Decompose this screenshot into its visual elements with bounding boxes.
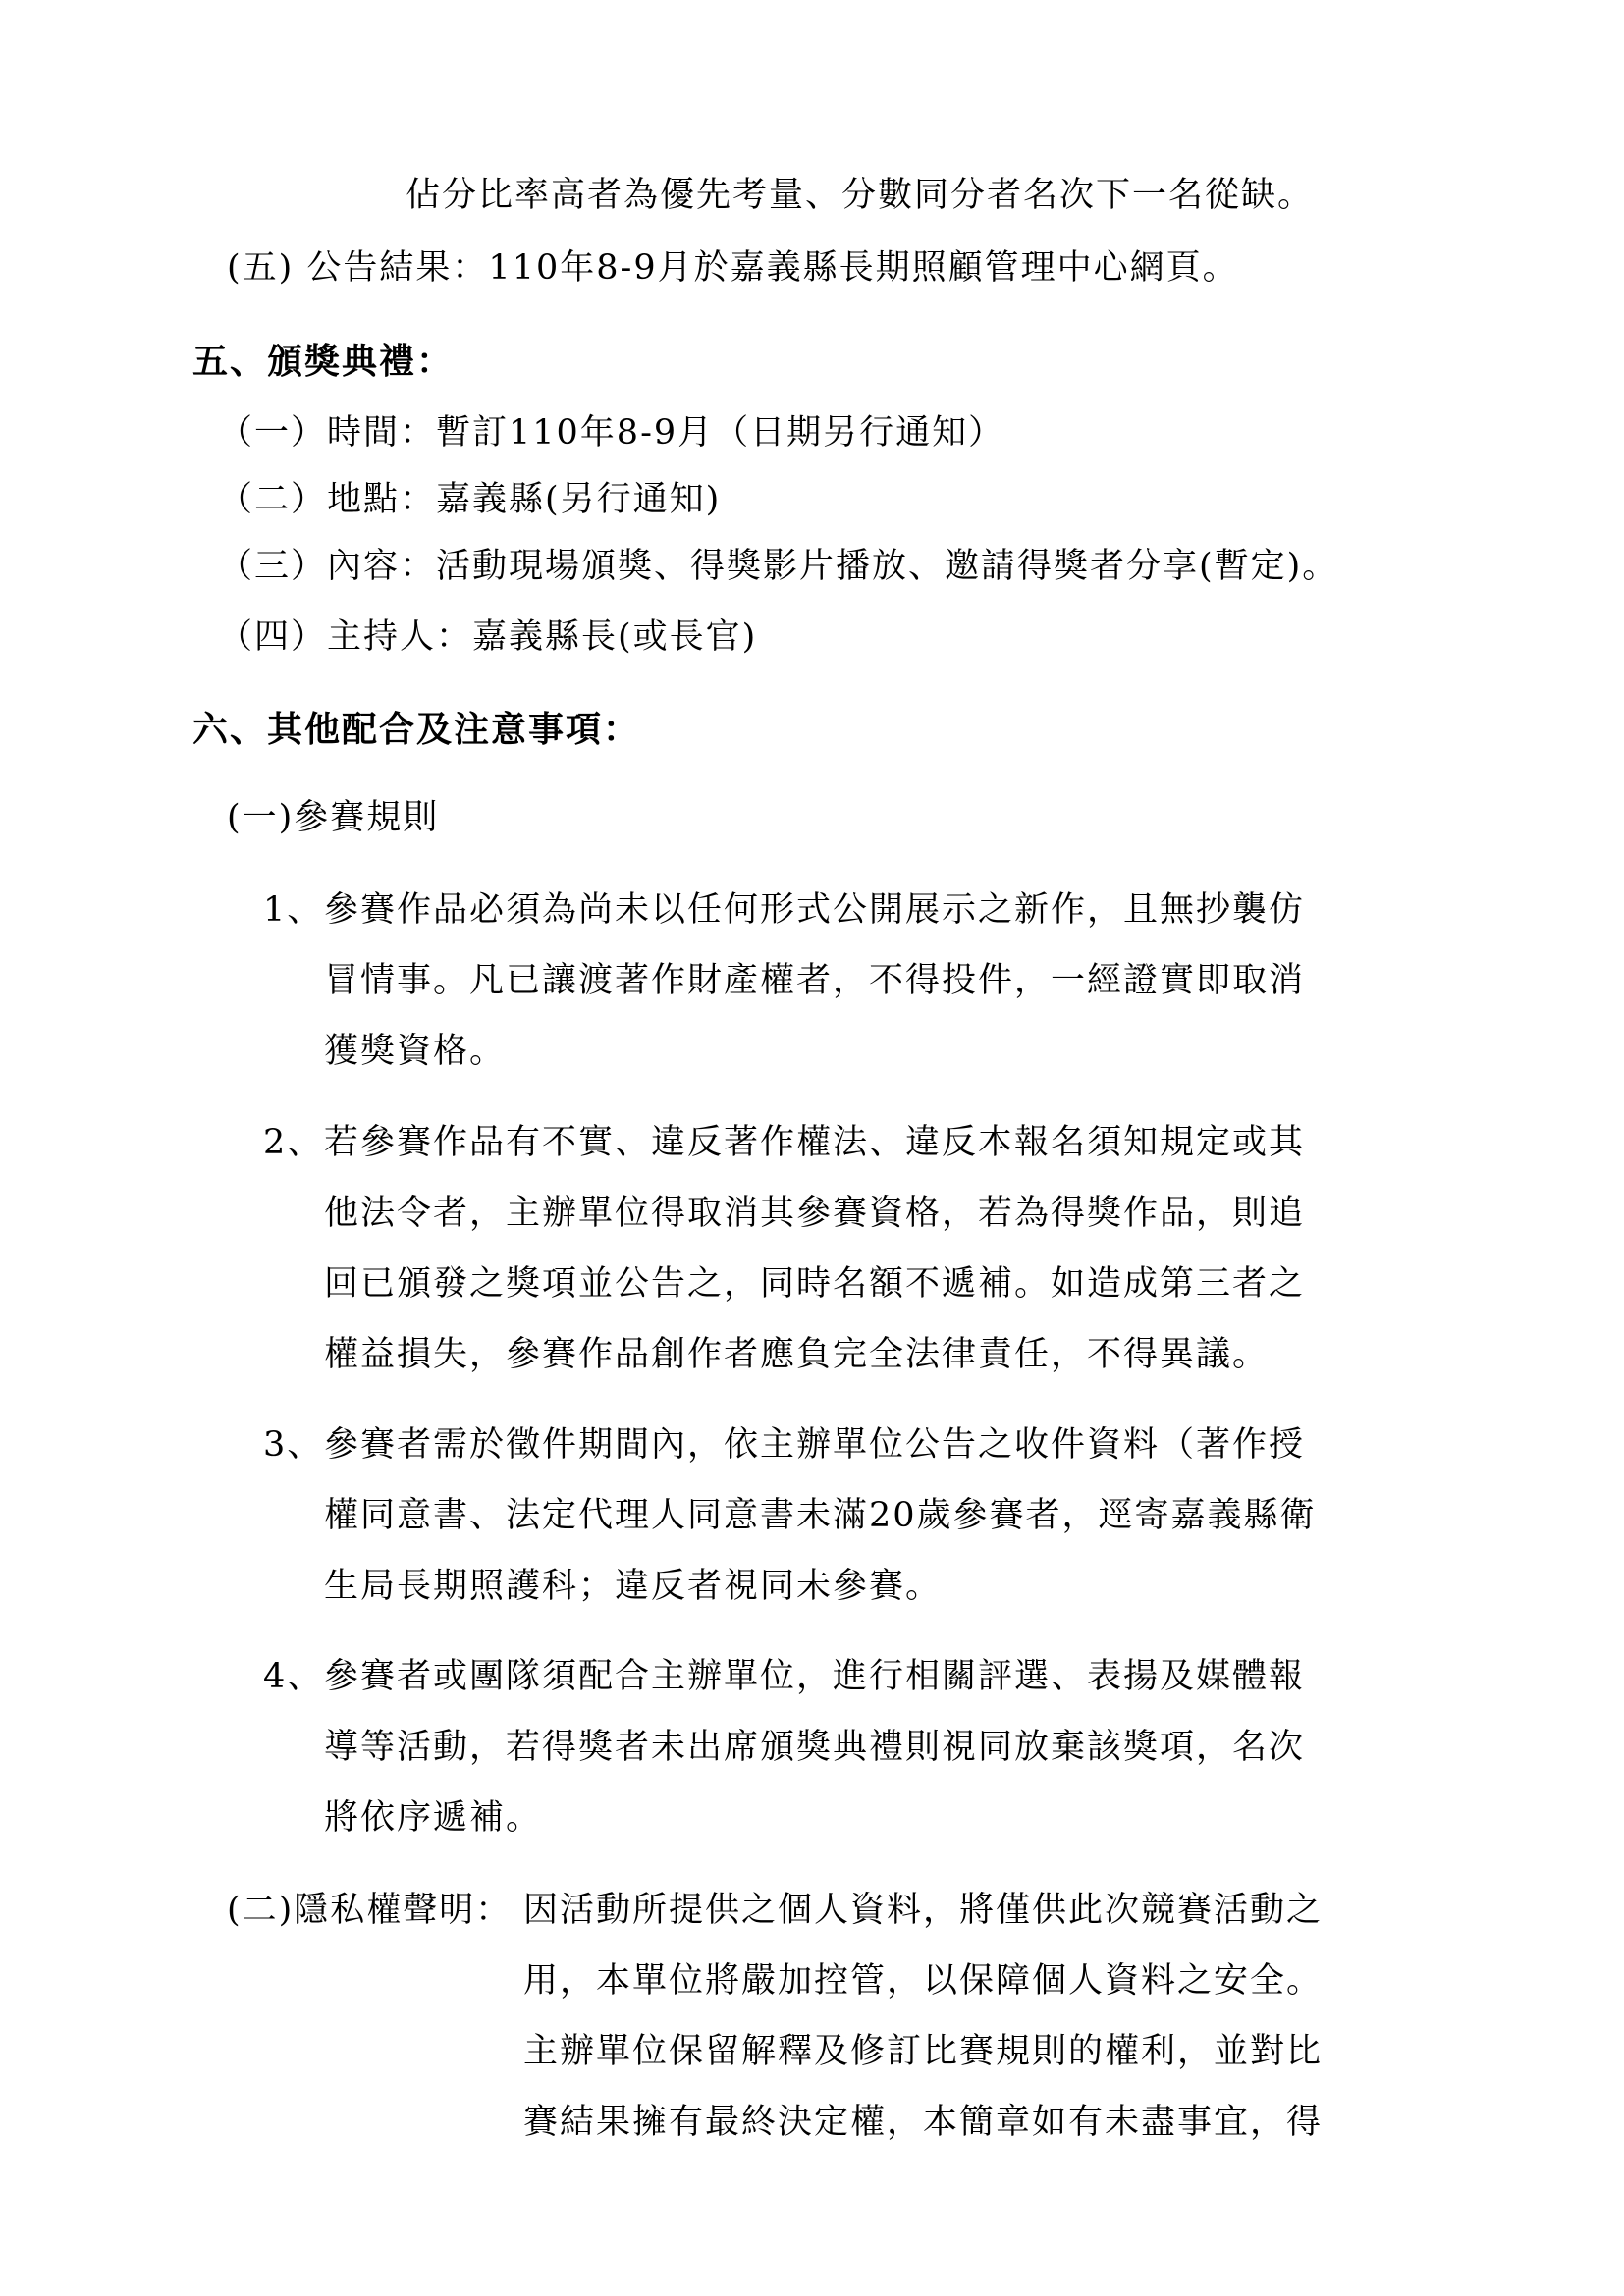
section5-item-time: （一）時間：暫訂110年8-9月（日期另行通知） bbox=[218, 413, 1005, 453]
rule-2-number: 2、 bbox=[263, 1123, 324, 1162]
rule-1-line-2: 冒情事。凡已讓渡著作財產權者，不得投件，一經證實即取消 bbox=[324, 961, 1306, 1000]
rule-1-line-3: 獲獎資格。 bbox=[324, 1032, 507, 1071]
rule-2-line-1: 若參賽作品有不實、違反著作權法、違反本報名須知規定或其 bbox=[324, 1123, 1306, 1162]
rule-2-line-4: 權益損失，參賽作品創作者應負完全法律責任，不得異議。 bbox=[324, 1335, 1270, 1374]
rule-4-line-2: 導等活動，若得獎者未出席頒獎典禮則視同放棄該獎項，名次 bbox=[324, 1728, 1306, 1767]
rule-3-line-1: 參賽者需於徵件期間內，依主辦單位公告之收件資料（著作授 bbox=[324, 1425, 1306, 1465]
section6-sub1-title: (一)參賽規則 bbox=[227, 798, 440, 837]
rule-3-line-3: 生局長期照護科；違反者視同未參賽。 bbox=[324, 1567, 943, 1606]
rule-4-number: 4、 bbox=[263, 1657, 324, 1696]
rule-2-line-2: 他法令者，主辦單位得取消其參賽資格，若為得獎作品，則追 bbox=[324, 1194, 1306, 1233]
privacy-line-3: 主辦單位保留解釋及修訂比賽規則的權利，並對比 bbox=[523, 2032, 1324, 2071]
rule-4-line-3: 將依序遞補。 bbox=[324, 1798, 543, 1838]
section4-continuation: 佔分比率高者為優先考量、分數同分者名次下一名從缺。 bbox=[406, 176, 1315, 215]
section5-heading: 五、頒獎典禮： bbox=[192, 341, 455, 382]
privacy-line-4: 賽結果擁有最終決定權，本簡章如有未盡事宜，得 bbox=[523, 2103, 1324, 2142]
privacy-label: (二)隱私權聲明： bbox=[227, 1891, 513, 1930]
section5-item-host: （四）主持人：嘉義縣長(或長官) bbox=[218, 617, 758, 657]
privacy-line-2: 用，本單位將嚴加控管，以保障個人資料之安全。 bbox=[523, 1961, 1324, 2001]
rule-2-line-3: 回已頒發之獎項並公告之，同時名額不遞補。如造成第三者之 bbox=[324, 1264, 1306, 1304]
section5-item-content: （三）內容：活動現場頒獎、得獎影片播放、邀請得獎者分享(暫定)。 bbox=[218, 547, 1339, 586]
section6-heading: 六、其他配合及注意事項： bbox=[192, 709, 641, 750]
rule-1-line-1: 參賽作品必須為尚未以任何形式公開展示之新作，且無抄襲仿 bbox=[324, 890, 1306, 930]
section5-item-location: （二）地點：嘉義縣(另行通知) bbox=[218, 480, 722, 519]
rule-1-number: 1、 bbox=[263, 890, 324, 930]
rule-3-line-2: 權同意書、法定代理人同意書未滿20歲參賽者，逕寄嘉義縣衛 bbox=[324, 1496, 1317, 1535]
rule-4-line-1: 參賽者或團隊須配合主辦單位，進行相關評選、表揚及媒體報 bbox=[324, 1657, 1306, 1696]
privacy-line-1: 因活動所提供之個人資料，將僅供此次競賽活動之 bbox=[523, 1891, 1324, 1930]
rule-3-number: 3、 bbox=[263, 1425, 324, 1465]
section4-item5: (五) 公告結果：110年8-9月於嘉義縣長期照顧管理中心網頁。 bbox=[227, 248, 1239, 288]
